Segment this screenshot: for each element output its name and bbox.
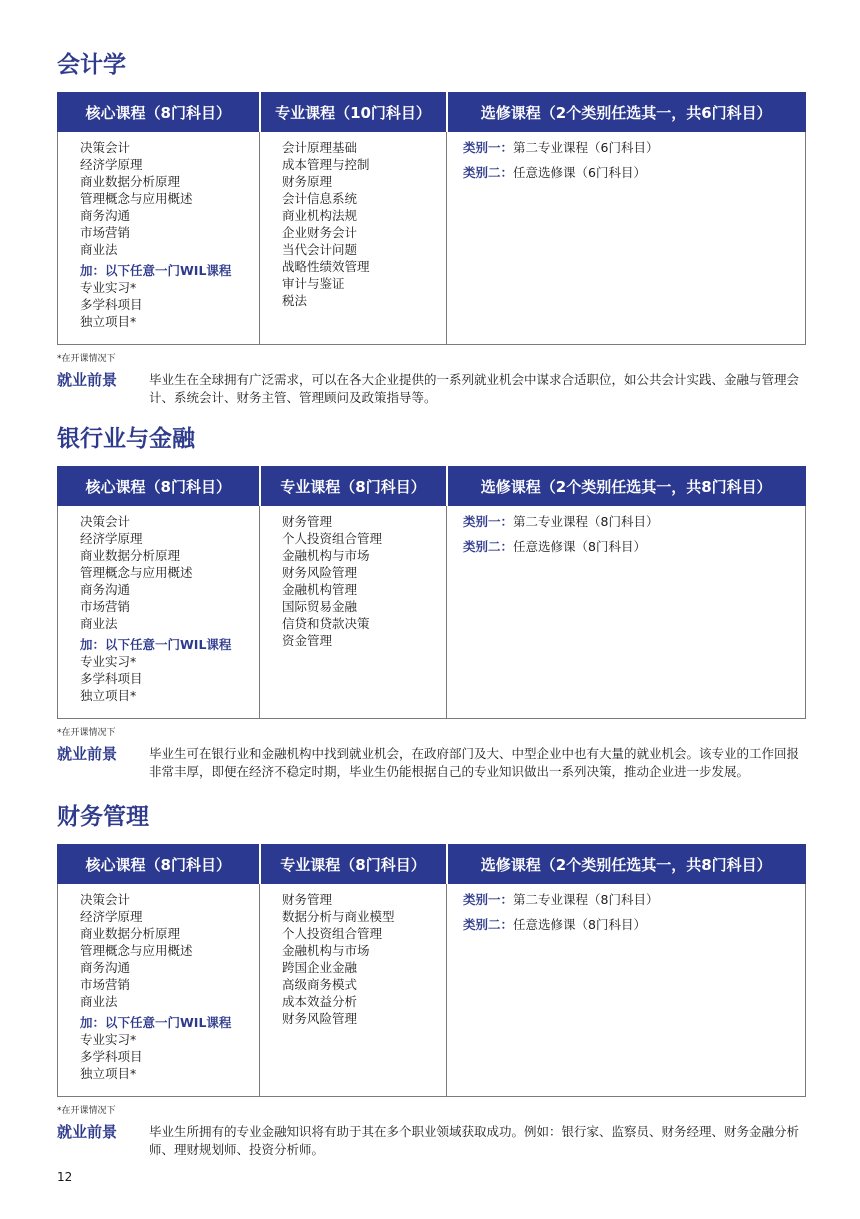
specialized-course-item: 商业机构法规 bbox=[282, 208, 358, 223]
core-course-item: 市场营销 bbox=[80, 225, 131, 240]
wil-course-item: 多学科项目 bbox=[80, 1049, 143, 1064]
elective-courses-cell bbox=[447, 132, 806, 345]
elective-category-text: 任意选修课（8门科目） bbox=[513, 539, 646, 554]
elective-category-text: 任意选修课（8门科目） bbox=[513, 917, 646, 932]
specialized-course-item: 资金管理 bbox=[282, 633, 333, 648]
core-course-item: 经济学原理 bbox=[80, 531, 143, 546]
specialized-courses-cell bbox=[260, 132, 447, 345]
core-course-item: 商业法 bbox=[80, 242, 118, 257]
employment-prospects bbox=[57, 1123, 805, 1159]
table-body-row bbox=[58, 884, 806, 1097]
wil-course-item: 独立项目* bbox=[80, 1066, 137, 1081]
elective-category bbox=[463, 891, 799, 908]
specialized-course-item: 高级商务模式 bbox=[282, 977, 358, 992]
core-courses-header: 核心课程（8门科目） bbox=[58, 93, 260, 132]
core-course-item: 商业数据分析原理 bbox=[80, 926, 181, 941]
core-course-item: 商务沟通 bbox=[80, 582, 131, 597]
specialized-course-item: 会计信息系统 bbox=[282, 191, 358, 206]
specialized-courses-header: 专业课程（10门科目） bbox=[260, 93, 447, 132]
specialized-course-item: 信贷和贷款决策 bbox=[282, 616, 370, 631]
wil-course-item: 专业实习* bbox=[80, 1032, 137, 1047]
core-course-item: 商业法 bbox=[80, 994, 118, 1009]
employment-prospects bbox=[57, 745, 805, 781]
specialized-course-item: 审计与鉴证 bbox=[282, 276, 345, 291]
elective-category bbox=[463, 538, 799, 555]
specialized-courses-header: 专业课程（8门科目） bbox=[260, 845, 447, 884]
employment-label: 就业前景 bbox=[57, 745, 118, 763]
core-course-item: 商业数据分析原理 bbox=[80, 174, 181, 189]
wil-course-item: 独立项目* bbox=[80, 688, 137, 703]
specialized-course-item: 当代会计问题 bbox=[282, 242, 358, 257]
specialized-course-item: 财务原理 bbox=[282, 174, 333, 189]
core-course-item: 商业数据分析原理 bbox=[80, 548, 181, 563]
elective-category-label: 类别一： bbox=[463, 140, 514, 155]
wil-label: 加：以下任意一门WIL课程 bbox=[80, 1015, 232, 1030]
elective-category-label: 类别二： bbox=[463, 917, 514, 932]
core-course-item: 决策会计 bbox=[80, 514, 131, 529]
elective-category bbox=[463, 164, 799, 181]
page-number: 12 bbox=[57, 1170, 73, 1184]
employment-text: 毕业生可在银行业和金融机构中找到就业机会，在政府部门及大、中型企业中也有大量的就业机会。该专业的工作回报非常丰厚，即便在经济不稳定时期，毕业生仍能根据自己的专业知识做出一系列决策，推动企业进一步发展。 bbox=[149, 746, 800, 779]
elective-category bbox=[463, 139, 799, 156]
program-section bbox=[57, 800, 805, 1159]
program-title: 财务管理 bbox=[57, 804, 149, 830]
footnote: *在开课情况下 bbox=[57, 1106, 116, 1116]
specialized-course-item: 个人投资组合管理 bbox=[282, 531, 383, 546]
program-section bbox=[57, 422, 805, 781]
wil-label: 加：以下任意一门WIL课程 bbox=[80, 263, 232, 278]
core-course-item: 商务沟通 bbox=[80, 960, 131, 975]
wil-course-item: 专业实习* bbox=[80, 654, 137, 669]
specialized-course-item: 金融机构管理 bbox=[282, 582, 358, 597]
table-header-row bbox=[58, 93, 806, 132]
elective-category-label: 类别二： bbox=[463, 539, 514, 554]
employment-text: 毕业生在全球拥有广泛需求，可以在各大企业提供的一系列就业机会中谋求合适职位，如公共会计实践、金融与管理会计、系统会计、财务主管、管理顾问及政策指导等。 bbox=[149, 372, 800, 405]
wil-course-item: 独立项目* bbox=[80, 314, 137, 329]
elective-courses-header: 选修课程（2个类别任选其一，共6门科目） bbox=[447, 93, 806, 132]
wil-course-item: 多学科项目 bbox=[80, 671, 143, 686]
specialized-courses-header: 专业课程（8门科目） bbox=[260, 467, 447, 506]
specialized-courses-cell bbox=[260, 884, 447, 1097]
wil-course-item: 多学科项目 bbox=[80, 297, 143, 312]
elective-category-label: 类别一： bbox=[463, 514, 514, 529]
core-course-item: 经济学原理 bbox=[80, 909, 143, 924]
elective-category-text: 任意选修课（6门科目） bbox=[513, 165, 646, 180]
specialized-course-item: 财务管理 bbox=[282, 514, 333, 529]
course-table bbox=[57, 466, 806, 719]
employment-text: 毕业生所拥有的专业金融知识将有助于其在多个职业领域获取成功。例如：银行家、监察员、财务经理、财务金融分析师、理财规划师、投资分析师。 bbox=[149, 1124, 800, 1157]
employment-prospects bbox=[57, 371, 805, 407]
specialized-course-item: 财务管理 bbox=[282, 892, 333, 907]
specialized-courses-cell bbox=[260, 506, 447, 719]
core-course-item: 管理概念与应用概述 bbox=[80, 565, 193, 580]
program-section bbox=[57, 48, 805, 407]
employment-label: 就业前景 bbox=[57, 371, 118, 389]
core-courses-cell bbox=[58, 884, 260, 1097]
elective-category bbox=[463, 916, 799, 933]
wil-course-item: 专业实习* bbox=[80, 280, 137, 295]
footnote: *在开课情况下 bbox=[57, 354, 116, 364]
core-course-item: 商业法 bbox=[80, 616, 118, 631]
core-courses-header: 核心课程（8门科目） bbox=[58, 467, 260, 506]
specialized-course-item: 成本管理与控制 bbox=[282, 157, 370, 172]
core-course-item: 市场营销 bbox=[80, 599, 131, 614]
core-course-item: 市场营销 bbox=[80, 977, 131, 992]
program-title: 会计学 bbox=[57, 52, 126, 78]
specialized-course-item: 国际贸易金融 bbox=[282, 599, 358, 614]
specialized-course-item: 企业财务会计 bbox=[282, 225, 358, 240]
elective-category bbox=[463, 513, 799, 530]
specialized-course-item: 金融机构与市场 bbox=[282, 548, 370, 563]
table-header-row bbox=[58, 467, 806, 506]
course-table bbox=[57, 844, 806, 1097]
program-title: 银行业与金融 bbox=[57, 426, 195, 452]
core-course-item: 决策会计 bbox=[80, 892, 131, 907]
specialized-course-item: 跨国企业金融 bbox=[282, 960, 358, 975]
elective-category-text: 第二专业课程（8门科目） bbox=[513, 514, 659, 529]
table-header-row bbox=[58, 845, 806, 884]
core-course-item: 管理概念与应用概述 bbox=[80, 943, 193, 958]
core-course-item: 决策会计 bbox=[80, 140, 131, 155]
core-courses-cell bbox=[58, 132, 260, 345]
elective-category-label: 类别一： bbox=[463, 892, 514, 907]
elective-category-label: 类别二： bbox=[463, 165, 514, 180]
core-course-item: 管理概念与应用概述 bbox=[80, 191, 193, 206]
footnote: *在开课情况下 bbox=[57, 728, 116, 738]
specialized-course-item: 税法 bbox=[282, 293, 308, 308]
specialized-course-item: 战略性绩效管理 bbox=[282, 259, 370, 274]
core-courses-cell bbox=[58, 506, 260, 719]
table-body-row bbox=[58, 506, 806, 719]
elective-courses-cell bbox=[447, 884, 806, 1097]
core-course-item: 经济学原理 bbox=[80, 157, 143, 172]
course-table bbox=[57, 92, 806, 345]
elective-category-text: 第二专业课程（8门科目） bbox=[513, 892, 659, 907]
specialized-course-item: 个人投资组合管理 bbox=[282, 926, 383, 941]
specialized-course-item: 会计原理基础 bbox=[282, 140, 358, 155]
elective-courses-header: 选修课程（2个类别任选其一，共8门科目） bbox=[447, 845, 806, 884]
core-courses-header: 核心课程（8门科目） bbox=[58, 845, 260, 884]
elective-category-text: 第二专业课程（6门科目） bbox=[513, 140, 659, 155]
specialized-course-item: 财务风险管理 bbox=[282, 1011, 358, 1026]
specialized-course-item: 财务风险管理 bbox=[282, 565, 358, 580]
specialized-course-item: 金融机构与市场 bbox=[282, 943, 370, 958]
elective-courses-header: 选修课程（2个类别任选其一，共8门科目） bbox=[447, 467, 806, 506]
specialized-course-item: 成本效益分析 bbox=[282, 994, 358, 1009]
employment-label: 就业前景 bbox=[57, 1123, 118, 1141]
table-body-row bbox=[58, 132, 806, 345]
core-course-item: 商务沟通 bbox=[80, 208, 131, 223]
wil-label: 加：以下任意一门WIL课程 bbox=[80, 637, 232, 652]
specialized-course-item: 数据分析与商业模型 bbox=[282, 909, 395, 924]
elective-courses-cell bbox=[447, 506, 806, 719]
